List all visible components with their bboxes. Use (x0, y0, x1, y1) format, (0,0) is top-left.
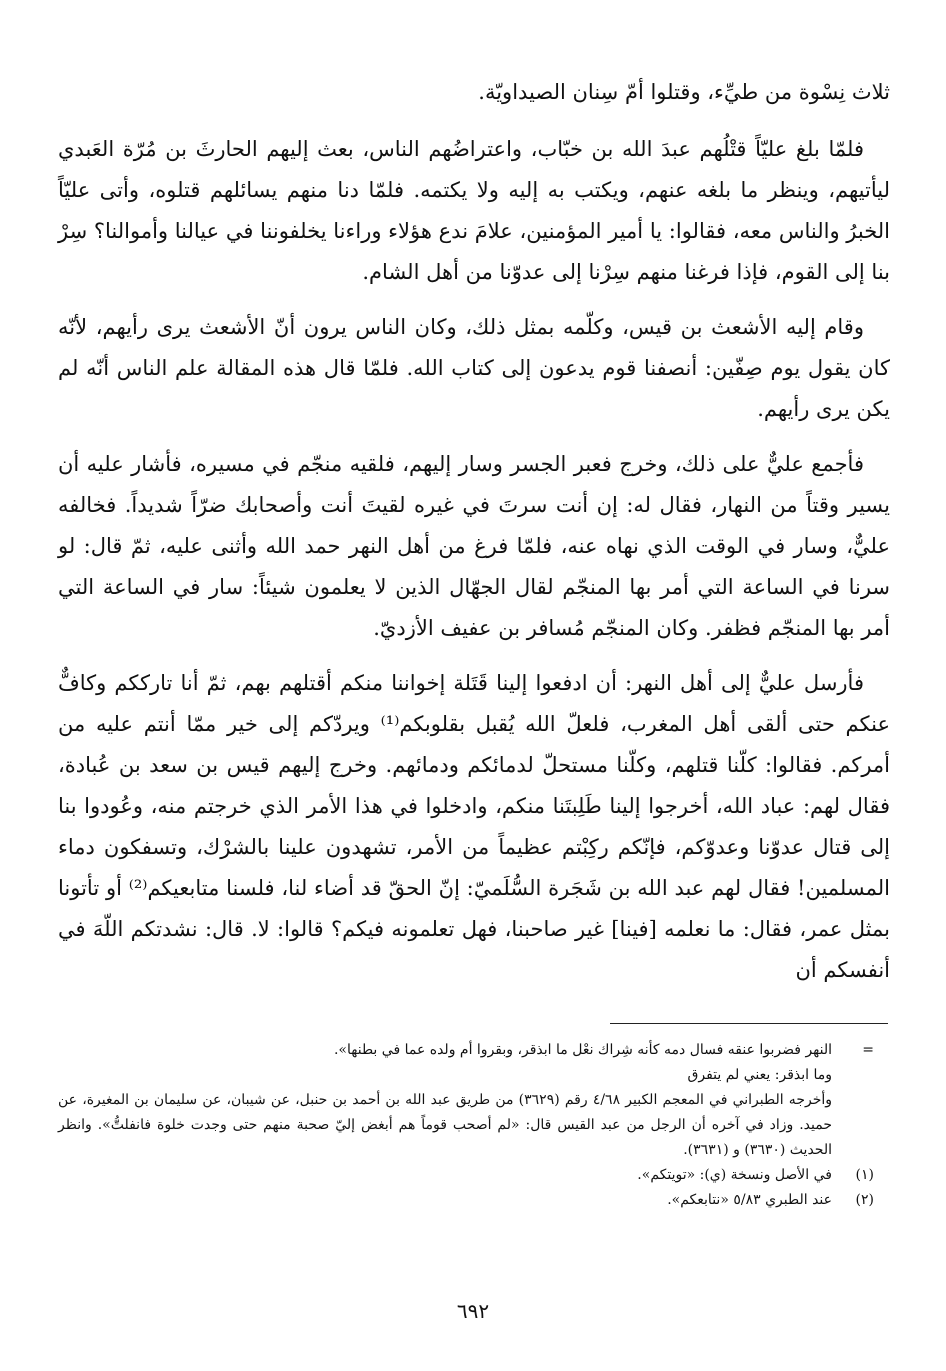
page-number: ٦٩٢ (456, 1299, 490, 1323)
footnote-text: وما ابذقر: يعني لم يتفرق (687, 1067, 832, 1083)
paragraph: ثلاث نِسْوة من طيِّء، وقتلوا أمّ سِنان الصيداويّة. (478, 80, 890, 104)
footnote-text: عند الطبري ٥/٨٣ «نتابعكم». (667, 1192, 832, 1208)
footnote-continuation (58, 1088, 878, 1163)
footnote-marker: (١) (855, 1167, 874, 1183)
footnote-text: النهر فضربوا عنقه فسال دمه كأنه شِراك نعْل ما ابذقر، وبقروا أم ولده عما في بطنها». (333, 1042, 832, 1058)
footnote-1 (58, 1163, 878, 1188)
footnote-text: في الأصل ونسخة (ي): «تويتكم». (637, 1167, 832, 1183)
paragraph: فأجمع عليٌّ على ذلك، وخرج فعبر الجسر وسار إليهم، فلقيه منجّم في مسيره، فأشار عليه أن يسير وقتاً من النهار، فقال له: إن أنت سرتَ في غيره لقيتَ أنت وأصحابك ضرّاً شديداً. فخالفه عليٌّ، وسار في الوقت الذي نهاه عنه، فلمّا فرغ من أهل النهر حمد الله وأثنى عليه، ثمّ قال: لو سرنا في الساعة التي أمر بها المنجّم لقال الجهّال الذين لا يعلمون شيئاً: سار في الساعة التي أمر بها المنجّم فظفر. وكان المنجّم مُسافر بن عفيف الأزديّ. (58, 452, 890, 640)
continuation-mark: = (862, 1042, 874, 1058)
paragraph: فلمّا بلغ عليّاً قتْلُهم عبدَ الله بن خبّاب، واعتراضُهم الناس، بعث إليهم الحارثَ بن مُرّة العَبدي ليأتيهم، وينظر ما بلغه عنهم، ويكتب به إليه ولا يكتمه. فلمّا دنا منهم يسائلهم قتلوه، وأتى عليّاً الخبرُ والناس معه، فقالوا: يا أمير المؤمنين، علامَ ندع هؤلاء وراءنا يخلفوننا في عيالنا وأموالنا؟ سِرْ بنا إلى القوم، فإذا فرغنا منهم سِرْنا إلى عدوّنا من أهل الشام. (58, 137, 890, 284)
main-text (58, 72, 890, 991)
footnote-continuation (58, 1038, 878, 1063)
footnotes (58, 1038, 878, 1213)
paragraph: فأرسل عليٌّ إلى أهل النهر: أن ادفعوا إلينا قَتَلة إخواننا منكم أقتلهم بهم، ثمّ أنا تارككم وكافٌّ عنكم حتى ألقى أهل المغرب، فلعلّ الله يُقبل بقلوبكم⁽¹⁾ ويردّكم إلى خير ممّا أنتم عليه من أمركم. فقالوا: كلّنا قتلهم، وكلّنا مستحلّ لدمائكم ودمائهم. وخرج إليهم قيس بن سعد بن عُبادة، فقال لهم: عباد الله، أخرجوا إلينا طَلِبتَنا منكم، وادخلوا في هذا الأمر الذي خرجتم منه، وعُودوا بنا إلى قتال عدوّنا وعدوّكم، فإنّكم ركِبْتم عظيماً من الأمر، تشهدون علينا بالشرْك، وتسفكون دماء المسلمين! فقال لهم عبد الله بن شَجَرة السُّلَميّ: إنّ الحقّ قد أضاء لنا، فلسنا متابعيكم⁽²⁾ أو تأتونا بمثل عمر، فقال: ما نعلمه [فينا] غير صاحبنا، فهل تعلمونه فيكم؟ قالوا: لا. قال: نشدتكم اللّهَ في أنفسكم أن (58, 671, 890, 982)
footnote-continuation (58, 1063, 878, 1088)
footnote-2 (58, 1188, 878, 1213)
footnote-marker: (٢) (855, 1192, 874, 1208)
paragraph: وقام إليه الأشعث بن قيس، وكلّمه بمثل ذلك، وكان الناس يرون أنّ الأشعث يرى رأيهم، لأنّه كان يقول يوم صِفّين: أنصفنا قوم يدعون إلى كتاب الله. فلمّا قال هذه المقالة علم الناس أنّه لم يكن يرى رأيهم. (58, 315, 890, 421)
footnote-divider (610, 1023, 888, 1024)
footnote-text: وأخرجه الطبراني في المعجم الكبير ٤/٦٨ رقم (٣٦٢٩) من طريق عبد الله بن أحمد بن حنبل، عن شيبان، عن سليمان بن المغيرة، عن حميد. وزاد في آخره أن الرجل من عبد القيس قال: «لم أصحب قوماً هم أبغض إليّ صحبة منهم حتى وجدت خلوة فانفلتُّ». وانظر الحديث (٣٦٣٠) و (٣٦٣١). (58, 1092, 832, 1158)
